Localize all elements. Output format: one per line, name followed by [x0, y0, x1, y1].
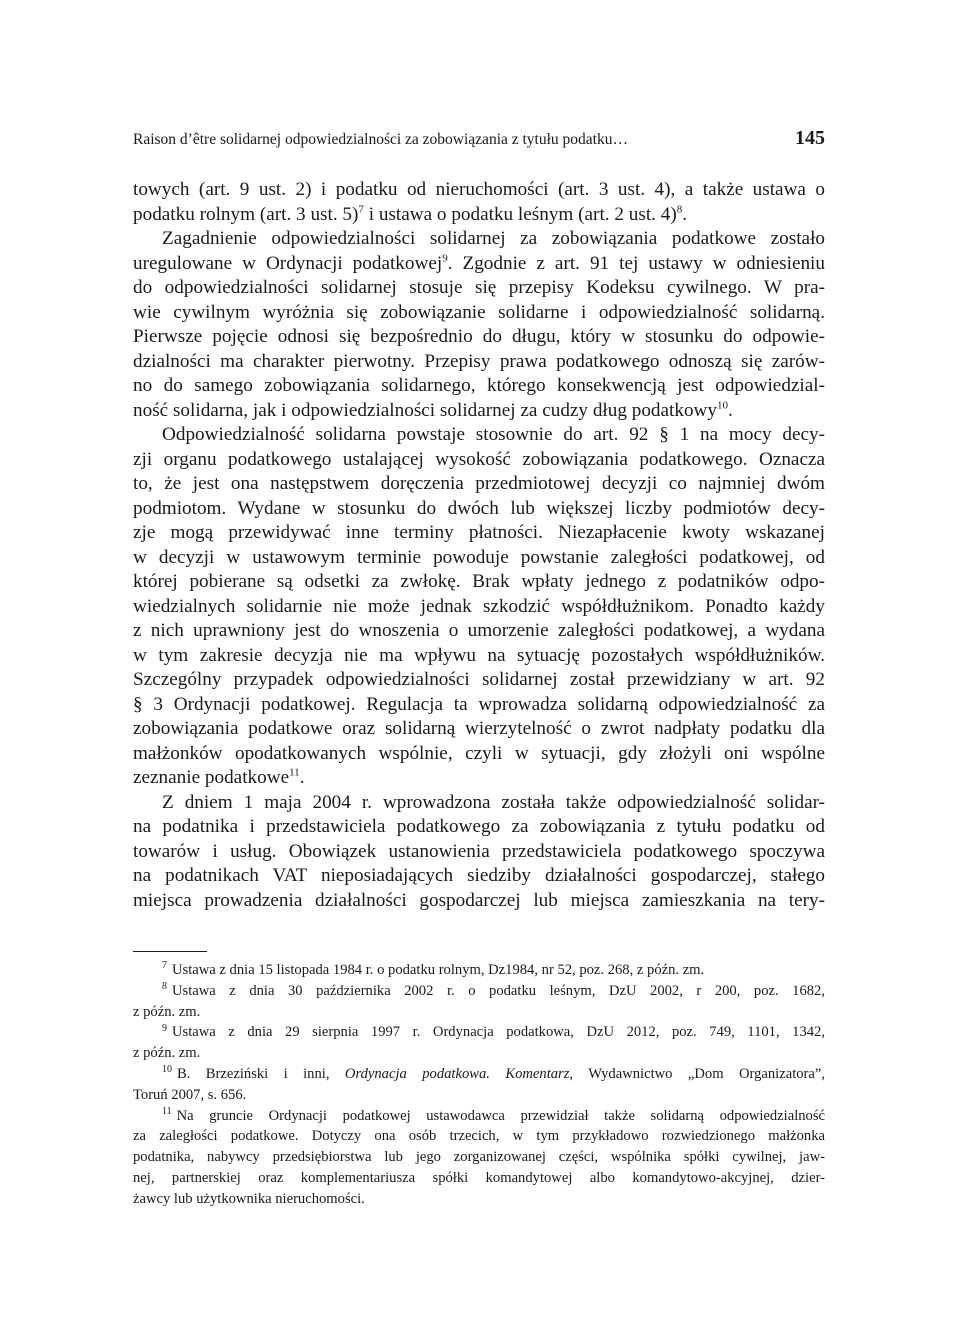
page-header [133, 127, 825, 150]
page-number: 145 [795, 127, 825, 149]
text-line [133, 766, 825, 791]
text-line: Szczególny przypadek odpowiedzialności solidarnej został przewidziany w art. 92 [133, 669, 825, 690]
text-line: podmiotom. Wydane w stosunku do dwóch lub większej liczby podmiotów decy- [133, 497, 825, 519]
text-line: w tym zakresie decyzja nie ma wpływu na sytuację pozostałych współdłużników. [133, 644, 825, 666]
text-fragment: zeznanie podatkowe [133, 767, 290, 788]
footnote-9 [133, 1022, 825, 1043]
footnote-11-cont: za zaległości podatkowe. Dotyczy ona osób trzecich, w tym przykładowo rozwiedzionego małżonka [133, 1128, 825, 1145]
footnote-text: B. Brzeziński i inni, [177, 1065, 345, 1082]
text-line: z nich uprawniony jest do wnoszenia o umorzenie zaległości podatkowej, a wydana [133, 620, 825, 641]
footnote-divider [133, 951, 207, 952]
text-line: Z dniem 1 maja 2004 r. wprowadzona została także odpowiedzialność solidar- [162, 791, 825, 813]
text-line: na podatnikach VAT nieposiadających siedziby działalności gospodarczej, stałego [133, 865, 825, 886]
text-fragment: . [299, 767, 305, 788]
footnote-ref-10: 10 [717, 399, 729, 412]
footnote-11-cont: żawcy lub użytkownika nieruchomości. [133, 1190, 365, 1207]
text-line: do odpowiedzialności solidarnej stosuje się przepisy Kodeksu cywilnego. W pra- [133, 277, 825, 298]
text-line: no do samego zobowiązania solidarnego, którego konsekwencją jest odpowiedzial- [133, 375, 825, 396]
text-fragment: ność solidarna, jak i odpowiedzialności solidarnej za cudzy dług podatkowy [133, 399, 718, 421]
footnote-ref-9: 9 [442, 252, 448, 265]
footnote-text: Na gruncie Ordynacji podatkowej ustawodawca przewidział także solidarną odpowiedzialność [176, 1107, 825, 1124]
footnote-11 [133, 1106, 825, 1127]
text-line: zje mogą przewidywać inne terminy płatności. Niezapłacenie kwoty wskazanej [133, 522, 825, 543]
text-line [133, 399, 825, 424]
footnote-number: 10 [162, 1064, 172, 1076]
footnote-number: 11 [162, 1105, 172, 1117]
text-line: małżonków opodatkowanych wspólnie, czyli w sytuacji, gdy złożyli oni wspólne [133, 742, 825, 764]
text-fragment: . [728, 399, 733, 421]
footnote-10 [133, 1064, 825, 1085]
footnote-number: 7 [162, 960, 167, 972]
footnote-11-cont: podatnika, nabywcy przedsiębiorstwa lub jego zorganizowanej części, wspólnika spółki cywilnej, jaw- [133, 1149, 825, 1166]
footnote-ref-7: 7 [358, 203, 364, 216]
text-line: zji organu podatkowego ustalającej wysokość zobowiązania podatkowego. Oznacza [133, 448, 825, 470]
text-line: w decyzji w ustawowym terminie powoduje powstanie zaległości podatkowej, od [133, 546, 825, 568]
footnote-text: Ustawa z dnia 29 sierpnia 1997 r. Ordynacja podatkowa, DzU 2012, poz. 749, 1101, 1342, [172, 1024, 825, 1041]
text-line: miejsca prowadzenia działalności gospodarczej lub miejsca zamieszkania na tery- [133, 889, 825, 911]
text-line: Zagadnienie odpowiedzialności solidarnej za zobowiązania podatkowe zostało [162, 228, 825, 249]
footnote-ref-11: 11 [289, 766, 300, 779]
text-fragment: . Zgodnie z art. 91 tej ustawy w odniesieniu [447, 252, 825, 274]
footnote-number: 9 [162, 1022, 167, 1034]
text-fragment: uregulowane w Ordynacji podatkowej [133, 252, 443, 274]
text-line: Pierwsze pojęcie odnosi się bezpośrednio do długu, który w stosunku do odpowie- [133, 326, 825, 347]
footnote-text: Ustawa z dnia 15 listopada 1984 r. o podatku rolnym, Dz1984, nr 52, poz. 268, z późn. zm. [172, 962, 705, 978]
text-line: Odpowiedzialność solidarna powstaje stosownie do art. 92 § 1 na mocy decy- [162, 424, 825, 445]
footnotes [133, 960, 825, 1210]
text-line: na podatnika i przedstawiciela podatkowego za zobowiązania z tytułu podatku od [133, 816, 825, 837]
text-line: dzialności ma charakter pierwotny. Przepisy prawa podatkowego odnoszą się zarów- [133, 350, 825, 372]
footnote-8-cont: z późn. zm. [133, 1003, 201, 1020]
text-line: to, że jest ona następstwem doręczenia przedmiotowej decyzji co najmniej dwóm [133, 473, 825, 494]
text-line: towych (art. 9 ust. 2) i podatku od nieruchomości (art. 3 ust. 4), a także ustawa o [133, 179, 825, 200]
text-line: wie cywilnym wyróżnia się zobowiązanie solidarne i odpowiedzialność solidarną. [133, 301, 825, 323]
footnote-8 [133, 981, 825, 1002]
footnote-ref-8: 8 [676, 203, 683, 216]
footnote-text: Wydawnictwo „Dom Organizatora”, [573, 1065, 825, 1082]
text-line [133, 203, 825, 228]
text-line [133, 252, 825, 277]
footnote-text: Ustawa z dnia 30 października 2002 r. o podatku leśnym, DzU 2002, r 200, poz. 1682, [172, 982, 825, 999]
text-fragment: i ustawa o podatku leśnym (art. 2 ust. 4) [363, 203, 677, 225]
main-text [133, 178, 825, 913]
text-fragment: . [682, 203, 688, 225]
text-line: wiedzialnych solidarnie nie może jednak szkodzić współdłużnikom. Ponadto każdy [133, 595, 825, 617]
footnote-11-cont: nej, partnerskiej oraz komplementariusza spółki komandytowej albo komandytowo-akcyjnej, dzier- [133, 1169, 825, 1186]
footnote-9-cont: z późn. zm. [133, 1045, 201, 1062]
footnote-number: 8 [162, 980, 167, 992]
text-line: towarów i usług. Obowiązek ustanowienia przedstawiciela podatkowego spoczywa [133, 840, 825, 862]
text-line: § 3 Ordynacji podatkowej. Regulacja ta wprowadza solidarną odpowiedzialność za [133, 693, 825, 715]
footnote-10-cont: Toruń 2007, s. 656. [133, 1086, 247, 1103]
text-fragment: podatku rolnym (art. 3 ust. 5) [133, 203, 359, 225]
footnote-italic-title: Ordynacja podatkowa. Komentarz, [344, 1065, 574, 1082]
text-line: zobowiązania podatkowe oraz solidarną wierzytelność o zwrot nadpłaty podatku dla [133, 718, 825, 739]
running-title: Raison d’être solidarnej odpowiedzialności za zobowiązania z tytułu podatku… [133, 131, 628, 148]
text-line: której pobierane są odsetki za zwłokę. Brak wpłaty jednego z podatników odpo- [133, 571, 825, 592]
footnote-7 [133, 960, 825, 981]
